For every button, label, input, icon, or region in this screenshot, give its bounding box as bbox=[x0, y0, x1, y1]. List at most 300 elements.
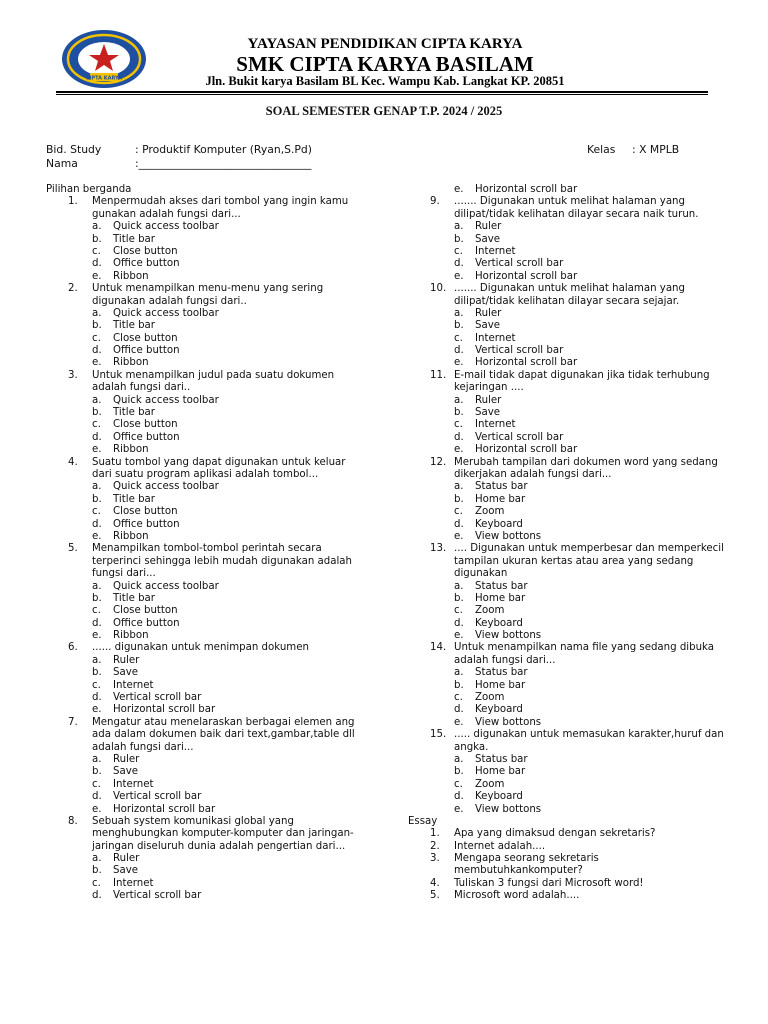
option-letter: e. bbox=[454, 716, 464, 728]
question-continuation bbox=[46, 209, 366, 221]
answer-option bbox=[46, 258, 366, 270]
option-letter: c. bbox=[92, 778, 101, 790]
question-text: ...... digunakan untuk menimpan dokumen bbox=[92, 642, 309, 654]
foundation-name: YAYASAN PENDIDIKAN CIPTA KARYA bbox=[247, 36, 523, 52]
option-text: Ruler bbox=[113, 654, 140, 666]
question-number: 7. bbox=[68, 716, 78, 728]
question-number: 5. bbox=[430, 890, 440, 902]
option-text: Internet bbox=[113, 778, 154, 790]
option-letter: c. bbox=[454, 506, 463, 518]
option-letter: d. bbox=[454, 258, 464, 270]
option-letter: c. bbox=[454, 778, 463, 790]
option-letter: a. bbox=[454, 481, 464, 493]
answer-option bbox=[408, 494, 728, 506]
option-letter: a. bbox=[92, 853, 102, 865]
option-letter: e. bbox=[454, 184, 464, 195]
option-text: Save bbox=[475, 407, 501, 419]
answer-option bbox=[408, 345, 728, 357]
question-text: Merubah tampilan dari dokumen word yang sedang bbox=[454, 456, 718, 468]
question-text: Untuk menampilkan menu-menu yang sering bbox=[92, 283, 324, 295]
question-text: angka. bbox=[454, 741, 489, 753]
question-text: jaringan diseluruh dunia adalah pengertian dari... bbox=[92, 840, 346, 852]
answer-option bbox=[46, 754, 366, 766]
option-text: Title bar bbox=[113, 407, 155, 419]
option-text: View bottons bbox=[475, 803, 542, 815]
answer-option bbox=[46, 395, 366, 407]
option-letter: c. bbox=[92, 419, 101, 431]
question-line bbox=[46, 457, 366, 469]
question-text: Suatu tombol yang dapat digunakan untuk keluar bbox=[92, 456, 346, 468]
option-letter: b. bbox=[454, 766, 464, 778]
option-letter: d. bbox=[454, 617, 464, 629]
option-letter: e. bbox=[92, 803, 102, 815]
option-text: Keyboard bbox=[475, 791, 523, 803]
question-text: fungsi dari... bbox=[92, 568, 156, 580]
question-number: 8. bbox=[68, 815, 78, 827]
option-text: Zoom bbox=[475, 778, 505, 790]
option-text: Horizontal scroll bar bbox=[113, 704, 216, 716]
school-name: SMK CIPTA KARYA BASILAM bbox=[236, 52, 534, 76]
question-continuation bbox=[408, 382, 728, 394]
option-letter: c. bbox=[92, 332, 101, 344]
option-text: Close button bbox=[113, 506, 178, 518]
option-text: Zoom bbox=[475, 692, 505, 704]
option-text: Status bar bbox=[475, 753, 528, 765]
name-field: :________________________________ bbox=[135, 157, 312, 170]
answer-option bbox=[408, 605, 728, 617]
option-letter: a. bbox=[454, 580, 464, 592]
option-text: Save bbox=[113, 766, 139, 778]
answer-option bbox=[46, 234, 366, 246]
option-letter: d. bbox=[454, 704, 464, 716]
option-letter: d. bbox=[454, 431, 464, 443]
option-letter: c. bbox=[92, 506, 101, 518]
answer-option bbox=[46, 221, 366, 233]
question-line bbox=[46, 543, 366, 555]
answer-option bbox=[46, 432, 366, 444]
question-text: ....... Digunakan untuk melihat halaman yang bbox=[454, 196, 685, 208]
option-letter: b. bbox=[454, 320, 464, 332]
option-text: Save bbox=[475, 233, 501, 245]
option-text: Internet bbox=[113, 877, 154, 889]
answer-option bbox=[408, 246, 728, 258]
option-text: Ruler bbox=[113, 853, 140, 865]
question-text: Internet adalah.... bbox=[454, 840, 546, 852]
option-text: Close button bbox=[113, 245, 178, 257]
option-text: View bottons bbox=[475, 630, 542, 642]
option-letter: d. bbox=[92, 692, 102, 704]
option-letter: b. bbox=[92, 233, 102, 245]
question-number: 10. bbox=[430, 283, 447, 295]
option-text: Internet bbox=[475, 245, 516, 257]
question-line bbox=[408, 642, 728, 654]
option-text: Horizontal scroll bar bbox=[475, 444, 578, 456]
answer-option bbox=[408, 519, 728, 531]
question-text: ada dalam dokumen baik dari text,gambar,table dll bbox=[92, 729, 355, 741]
option-letter: b. bbox=[92, 407, 102, 419]
question-line bbox=[408, 283, 728, 295]
option-letter: a. bbox=[92, 580, 102, 592]
question-text: dari suatu program aplikasi adalah tombol... bbox=[92, 468, 319, 480]
question-number: 2. bbox=[68, 283, 78, 295]
option-text: Ribbon bbox=[113, 357, 149, 369]
option-text: Office button bbox=[113, 258, 180, 270]
answer-option bbox=[408, 804, 728, 816]
answer-option bbox=[46, 419, 366, 431]
answer-option bbox=[46, 692, 366, 704]
header-rule-thin bbox=[56, 94, 708, 95]
option-letter: a. bbox=[92, 394, 102, 406]
question-line bbox=[46, 283, 366, 295]
option-text: Keyboard bbox=[475, 704, 523, 716]
study-label: Bid. Study bbox=[46, 143, 102, 156]
option-letter: b. bbox=[92, 667, 102, 679]
question-number: 2. bbox=[430, 840, 440, 852]
question-number: 14. bbox=[430, 642, 447, 654]
option-letter: a. bbox=[92, 307, 102, 319]
option-letter: c. bbox=[454, 245, 463, 257]
option-letter: c. bbox=[92, 245, 101, 257]
option-letter: e. bbox=[454, 270, 464, 282]
option-letter: b. bbox=[454, 493, 464, 505]
answer-option bbox=[408, 791, 728, 803]
question-text: digunakan adalah fungsi dari.. bbox=[92, 295, 247, 307]
question-continuation bbox=[46, 556, 366, 568]
answer-option bbox=[46, 593, 366, 605]
option-letter: e. bbox=[454, 803, 464, 815]
question-text: adalah fungsi dari.. bbox=[92, 382, 191, 394]
option-text: Vertical scroll bar bbox=[113, 890, 202, 902]
question-text: Untuk menampilkan nama file yang sedang dibuka bbox=[454, 642, 715, 654]
answer-option bbox=[46, 357, 366, 369]
answer-option bbox=[46, 494, 366, 506]
question-line bbox=[408, 729, 728, 741]
option-letter: b. bbox=[92, 493, 102, 505]
class-value: : X MPLB bbox=[632, 143, 680, 156]
answer-option bbox=[408, 593, 728, 605]
question-number: 3. bbox=[430, 853, 440, 865]
answer-option bbox=[408, 271, 728, 283]
question-line bbox=[408, 878, 728, 890]
option-text: Title bar bbox=[113, 320, 155, 332]
option-text: Home bar bbox=[475, 766, 526, 778]
option-text: Home bar bbox=[475, 679, 526, 691]
answer-option bbox=[46, 655, 366, 667]
question-number: 9. bbox=[430, 196, 440, 208]
option-text: Status bar bbox=[475, 667, 528, 679]
question-number: 4. bbox=[430, 877, 440, 889]
question-line bbox=[46, 717, 366, 729]
option-text: Ribbon bbox=[113, 630, 149, 642]
option-letter: c. bbox=[454, 332, 463, 344]
option-letter: a. bbox=[454, 307, 464, 319]
question-text: ....... Digunakan untuk melihat halaman yang bbox=[454, 283, 685, 295]
answer-option bbox=[408, 481, 728, 493]
question-continuation bbox=[408, 556, 728, 568]
question-text: Untuk menampilkan judul pada suatu dokumen bbox=[92, 369, 335, 381]
question-text: gunakan adalah fungsi dari... bbox=[92, 208, 241, 220]
section-heading bbox=[408, 816, 728, 828]
question-text: Menpermudah akses dari tombol yang ingin kamu bbox=[92, 196, 349, 208]
answer-option bbox=[408, 704, 728, 716]
right-column bbox=[408, 184, 728, 903]
question-continuation bbox=[408, 296, 728, 308]
question-continuation bbox=[46, 469, 366, 481]
question-text: Mengatur atau menelaraskan berbagai elemen ang bbox=[92, 716, 355, 728]
answer-option bbox=[46, 519, 366, 531]
question-number: 1. bbox=[68, 196, 78, 208]
question-line bbox=[408, 890, 728, 902]
option-text: Internet bbox=[475, 332, 516, 344]
answer-option bbox=[46, 890, 366, 902]
option-text: Save bbox=[113, 865, 139, 877]
question-continuation bbox=[408, 568, 728, 580]
option-letter: b. bbox=[454, 407, 464, 419]
answer-option bbox=[46, 878, 366, 890]
answer-option bbox=[408, 395, 728, 407]
question-continuation bbox=[46, 382, 366, 394]
option-text: Title bar bbox=[113, 592, 155, 604]
question-continuation bbox=[408, 209, 728, 221]
option-text: Quick access toolbar bbox=[113, 221, 219, 233]
left-column bbox=[46, 184, 366, 903]
answer-option bbox=[408, 184, 728, 196]
answer-option bbox=[408, 680, 728, 692]
answer-option bbox=[46, 333, 366, 345]
option-text: Keyboard bbox=[475, 518, 523, 530]
answer-option bbox=[408, 407, 728, 419]
option-text: Home bar bbox=[475, 493, 526, 505]
option-letter: a. bbox=[92, 481, 102, 493]
answer-option bbox=[408, 766, 728, 778]
question-text: Mengapa seorang sekretaris bbox=[454, 853, 599, 865]
question-line bbox=[408, 196, 728, 208]
option-text: Ruler bbox=[475, 221, 502, 233]
question-line bbox=[408, 841, 728, 853]
school-logo bbox=[60, 28, 148, 90]
option-letter: d. bbox=[92, 890, 102, 902]
question-text: Sebuah system komunikasi global yang bbox=[92, 815, 294, 827]
option-text: Zoom bbox=[475, 506, 505, 518]
option-letter: c. bbox=[92, 679, 101, 691]
option-text: Close button bbox=[113, 332, 178, 344]
answer-option bbox=[46, 791, 366, 803]
option-text: View bottons bbox=[475, 530, 542, 542]
question-number: 11. bbox=[430, 369, 447, 381]
question-text: Microsoft word adalah.... bbox=[454, 890, 580, 902]
option-letter: c. bbox=[92, 877, 101, 889]
answer-option bbox=[46, 804, 366, 816]
question-text: membutuhkankomputer? bbox=[454, 865, 583, 877]
answer-option bbox=[46, 618, 366, 630]
answer-option bbox=[46, 308, 366, 320]
answer-option bbox=[46, 779, 366, 791]
answer-option bbox=[408, 717, 728, 729]
answer-option bbox=[408, 779, 728, 791]
option-text: Vertical scroll bar bbox=[113, 791, 202, 803]
option-text: Save bbox=[475, 320, 501, 332]
question-continuation bbox=[46, 296, 366, 308]
option-text: Horizontal scroll bar bbox=[113, 803, 216, 815]
option-text: Zoom bbox=[475, 605, 505, 617]
answer-option bbox=[46, 630, 366, 642]
option-text: Keyboard bbox=[475, 617, 523, 629]
logo-lettering: CIPTA KARYA bbox=[85, 75, 123, 82]
option-letter: b. bbox=[454, 233, 464, 245]
question-text: terperinci sehingga lebih mudah digunakan adalah bbox=[92, 555, 352, 567]
question-number: 12. bbox=[430, 456, 447, 468]
option-text: Office button bbox=[113, 431, 180, 443]
answer-option bbox=[408, 258, 728, 270]
question-text: dilipat/tidak kelihatan dilayar secara naik turun. bbox=[454, 208, 699, 220]
answer-option bbox=[408, 581, 728, 593]
option-text: Close button bbox=[113, 419, 178, 431]
option-text: Office button bbox=[113, 617, 180, 629]
answer-option bbox=[46, 605, 366, 617]
school-address: Jln. Bukit karya Basilam BL Kec. Wampu Kab. Langkat KP. 20851 bbox=[205, 74, 565, 88]
option-text: Horizontal scroll bar bbox=[475, 270, 578, 282]
question-continuation bbox=[46, 828, 366, 840]
option-text: Office button bbox=[113, 345, 180, 357]
class-label: Kelas bbox=[587, 143, 616, 156]
question-line bbox=[46, 370, 366, 382]
option-letter: d. bbox=[454, 791, 464, 803]
option-text: View bottons bbox=[475, 716, 542, 728]
question-text: ..... digunakan untuk memasukan karakter,huruf dan bbox=[454, 729, 724, 741]
option-text: Horizontal scroll bar bbox=[475, 184, 578, 195]
option-text: Ribbon bbox=[113, 530, 149, 542]
option-letter: a. bbox=[92, 654, 102, 666]
question-text: digunakan bbox=[454, 568, 508, 580]
option-letter: b. bbox=[92, 592, 102, 604]
answer-option bbox=[46, 865, 366, 877]
study-value: : Produktif Komputer (Ryan,S.Pd) bbox=[135, 143, 312, 156]
section-title: Essay bbox=[408, 815, 438, 827]
option-text: Quick access toolbar bbox=[113, 580, 219, 592]
option-letter: d. bbox=[92, 791, 102, 803]
question-continuation bbox=[46, 841, 366, 853]
option-letter: b. bbox=[454, 679, 464, 691]
answer-option bbox=[46, 853, 366, 865]
option-letter: a. bbox=[454, 667, 464, 679]
question-line bbox=[46, 642, 366, 654]
question-text: kejaringan .... bbox=[454, 382, 524, 394]
option-text: Title bar bbox=[113, 493, 155, 505]
option-text: Ribbon bbox=[113, 270, 149, 282]
option-letter: a. bbox=[454, 394, 464, 406]
answer-option bbox=[408, 506, 728, 518]
option-text: Internet bbox=[113, 679, 154, 691]
answer-option bbox=[408, 630, 728, 642]
question-line bbox=[408, 853, 728, 865]
question-number: 13. bbox=[430, 543, 447, 555]
answer-option bbox=[408, 754, 728, 766]
answer-option bbox=[46, 531, 366, 543]
question-continuation bbox=[408, 469, 728, 481]
question-text: menghubungkan komputer-komputer dan jaringan- bbox=[92, 828, 354, 840]
option-text: Home bar bbox=[475, 592, 526, 604]
question-number: 5. bbox=[68, 543, 78, 555]
section-title: Pilihan berganda bbox=[46, 184, 132, 195]
option-text: Ruler bbox=[475, 394, 502, 406]
answer-option bbox=[408, 692, 728, 704]
option-letter: d. bbox=[92, 617, 102, 629]
option-text: Internet bbox=[475, 419, 516, 431]
answer-option bbox=[408, 667, 728, 679]
question-continuation bbox=[408, 655, 728, 667]
option-letter: b. bbox=[92, 766, 102, 778]
question-number: 3. bbox=[68, 369, 78, 381]
question-continuation bbox=[46, 742, 366, 754]
option-text: Ruler bbox=[113, 753, 140, 765]
option-letter: d. bbox=[92, 518, 102, 530]
question-number: 6. bbox=[68, 642, 78, 654]
option-letter: e. bbox=[454, 630, 464, 642]
option-text: Quick access toolbar bbox=[113, 307, 219, 319]
option-letter: c. bbox=[92, 605, 101, 617]
option-text: Status bar bbox=[475, 580, 528, 592]
answer-option bbox=[408, 221, 728, 233]
option-letter: e. bbox=[92, 444, 102, 456]
option-letter: a. bbox=[92, 221, 102, 233]
question-text: tampilan ukuran kertas atau area yang sedang bbox=[454, 555, 694, 567]
section-heading bbox=[46, 184, 366, 196]
header-rule-thick bbox=[56, 91, 708, 93]
option-text: Vertical scroll bar bbox=[475, 345, 564, 357]
option-letter: a. bbox=[92, 753, 102, 765]
option-text: Title bar bbox=[113, 233, 155, 245]
option-letter: e. bbox=[92, 357, 102, 369]
option-letter: a. bbox=[454, 753, 464, 765]
question-line bbox=[46, 816, 366, 828]
question-text: dilipat/tidak kelihatan dilayar secara sejajar. bbox=[454, 295, 680, 307]
answer-option bbox=[46, 667, 366, 679]
option-text: Close button bbox=[113, 605, 178, 617]
option-text: Vertical scroll bar bbox=[475, 431, 564, 443]
option-text: Quick access toolbar bbox=[113, 394, 219, 406]
option-letter: c. bbox=[454, 605, 463, 617]
question-line bbox=[408, 543, 728, 555]
option-letter: e. bbox=[454, 530, 464, 542]
option-text: Quick access toolbar bbox=[113, 481, 219, 493]
option-letter: e. bbox=[92, 530, 102, 542]
answer-option bbox=[46, 481, 366, 493]
answer-option bbox=[46, 320, 366, 332]
question-text: adalah fungsi dari... bbox=[454, 654, 556, 666]
question-line bbox=[408, 370, 728, 382]
option-text: Status bar bbox=[475, 481, 528, 493]
option-letter: d. bbox=[454, 518, 464, 530]
answer-option bbox=[408, 618, 728, 630]
answer-option bbox=[46, 246, 366, 258]
question-continuation bbox=[408, 742, 728, 754]
question-text: .... Digunakan untuk memperbesar dan memperkecil bbox=[454, 543, 724, 555]
option-letter: d. bbox=[92, 258, 102, 270]
option-letter: e. bbox=[454, 357, 464, 369]
question-line bbox=[408, 828, 728, 840]
answer-option bbox=[408, 432, 728, 444]
option-text: Save bbox=[113, 667, 139, 679]
answer-option bbox=[46, 581, 366, 593]
question-number: 1. bbox=[430, 828, 440, 840]
answer-option bbox=[46, 345, 366, 357]
option-letter: b. bbox=[454, 592, 464, 604]
answer-option bbox=[408, 419, 728, 431]
option-letter: d. bbox=[454, 345, 464, 357]
option-letter: e. bbox=[92, 704, 102, 716]
question-text: adalah fungsi dari... bbox=[92, 741, 194, 753]
option-text: Vertical scroll bar bbox=[113, 692, 202, 704]
